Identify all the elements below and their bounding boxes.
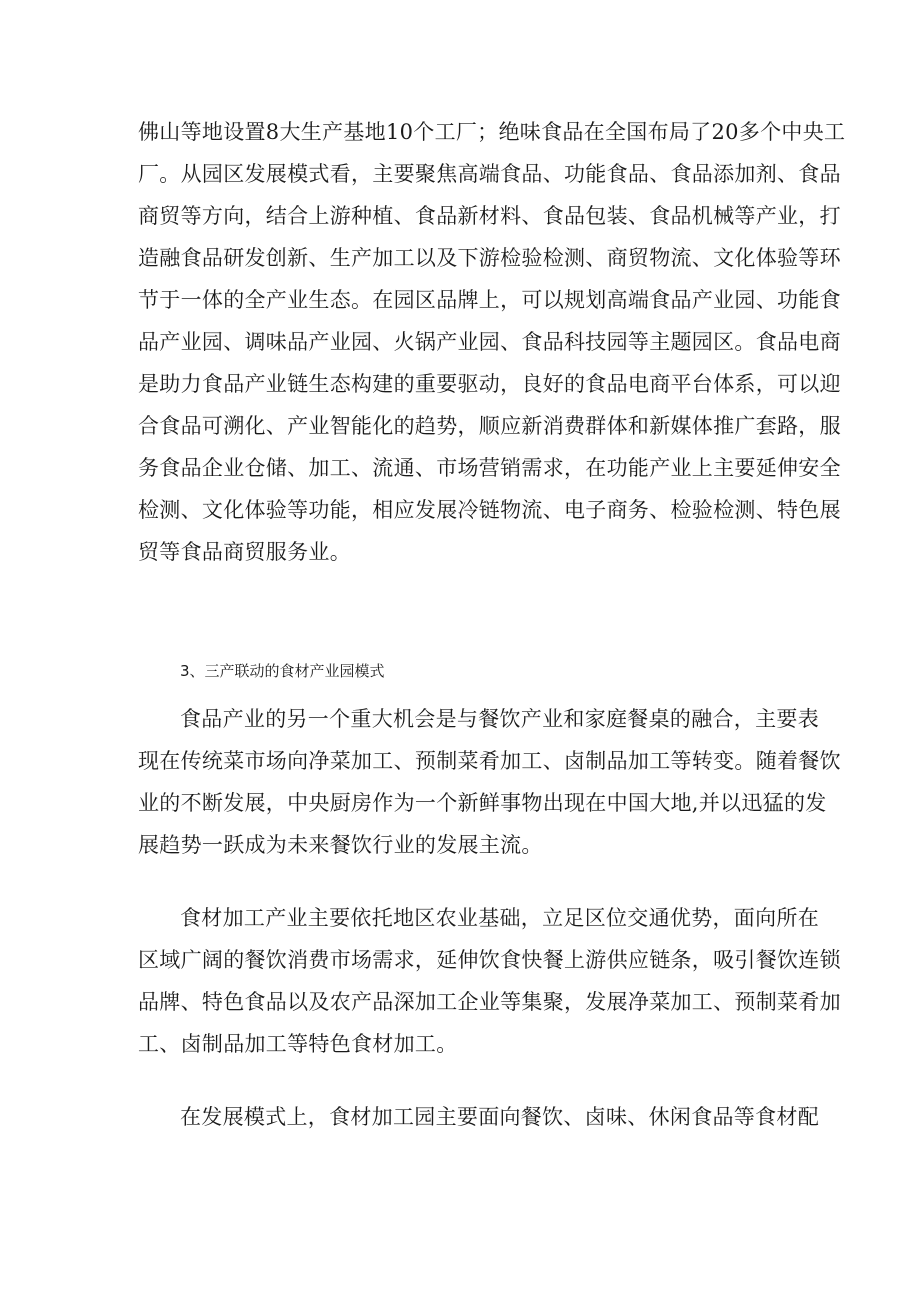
paragraph-line: 贸等食品商贸服务业。 bbox=[138, 540, 351, 564]
paragraph-line: 食材加工产业主要依托地区农业基础，立足区位交通优势，面向所在 bbox=[180, 906, 819, 930]
paragraph-line: 业的不断发展，中央厨房作为一个新鲜事物出现在中国大地,并以迅猛的发 bbox=[138, 791, 827, 815]
paragraph-line: 工、卤制品加工等特色食材加工。 bbox=[138, 1032, 458, 1056]
paragraph-line: 品牌、特色食品以及农产品深加工企业等集聚，发展净菜加工、预制菜肴加 bbox=[138, 990, 841, 1014]
paragraph-line: 合食品可溯化、产业智能化的趋势，顺应新消费群体和新媒体推广套路，服 bbox=[138, 414, 841, 438]
paragraph-line: 造融食品研发创新、生产加工以及下游检验检测、商贸物流、文化体验等环 bbox=[138, 246, 841, 270]
paragraph-line: 展趋势一跃成为未来餐饮行业的发展主流。 bbox=[138, 833, 543, 857]
paragraph-line: 佛山等地设置8大生产基地10个工厂；绝味食品在全国布局了20多个中央工 bbox=[138, 120, 846, 144]
paragraph-line: 区域广阔的餐饮消费市场需求，延伸饮食快餐上游供应链条，吸引餐饮连锁 bbox=[138, 948, 841, 972]
paragraph-line: 品产业园、调味品产业园、火锅产业园、食品科技园等主题园区。食品电商 bbox=[138, 330, 841, 354]
paragraph-line: 在发展模式上，食材加工园主要面向餐饮、卤味、休闲食品等食材配 bbox=[180, 1105, 819, 1129]
paragraph-line: 现在传统菜市场向净菜加工、预制菜肴加工、卤制品加工等转变。随着餐饮 bbox=[138, 749, 841, 773]
paragraph-1 bbox=[138, 111, 846, 573]
paragraph-line: 厂。从园区发展模式看，主要聚焦高端食品、功能食品、食品添加剂、食品 bbox=[138, 162, 841, 186]
paragraph-line: 务食品企业仓储、加工、流通、市场营销需求，在功能产业上主要延伸安全 bbox=[138, 456, 841, 480]
paragraph-line: 商贸等方向，结合上游种植、食品新材料、食品包装、食品机械等产业，打 bbox=[138, 204, 841, 228]
paragraph-3 bbox=[138, 897, 841, 1065]
paragraph-4 bbox=[138, 1096, 819, 1138]
paragraph-line: 节于一体的全产业生态。在园区品牌上，可以规划高端食品产业园、功能食 bbox=[138, 288, 841, 312]
paragraph-line: 食品产业的另一个重大机会是与餐饮产业和家庭餐桌的融合，主要表 bbox=[180, 707, 819, 731]
paragraph-line: 检测、文化体验等功能，相应发展冷链物流、电子商务、检验检测、特色展 bbox=[138, 498, 841, 522]
section-heading: 3、三产联动的食材产业园模式 bbox=[180, 662, 385, 680]
paragraph-line: 是助力食品产业链生态构建的重要驱动，良好的食品电商平台体系，可以迎 bbox=[138, 372, 841, 396]
paragraph-2 bbox=[138, 698, 841, 866]
